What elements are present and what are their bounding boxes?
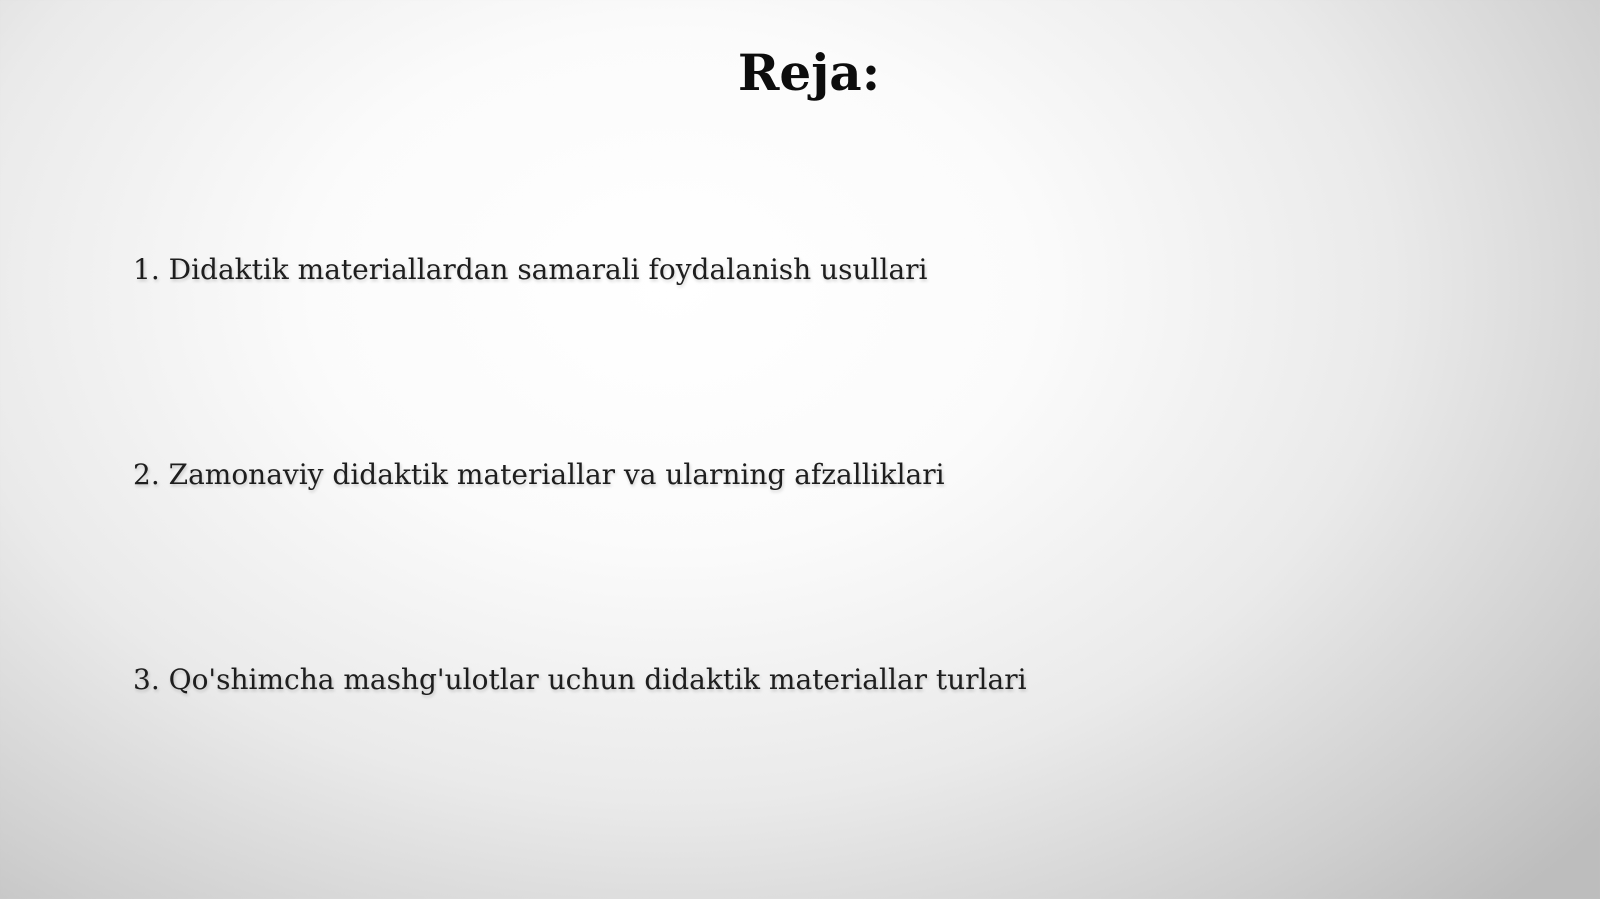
slide-title: Reja: bbox=[737, 43, 881, 102]
plan-item-1: 1. Didaktik materiallardan samarali foydalanish usullari bbox=[133, 253, 928, 286]
plan-item-2: 2. Zamonaviy didaktik materiallar va ularning afzalliklari bbox=[133, 458, 945, 491]
plan-item-3: 3. Qo'shimcha mashg'ulotlar uchun didaktik materiallar turlari bbox=[133, 663, 1027, 696]
